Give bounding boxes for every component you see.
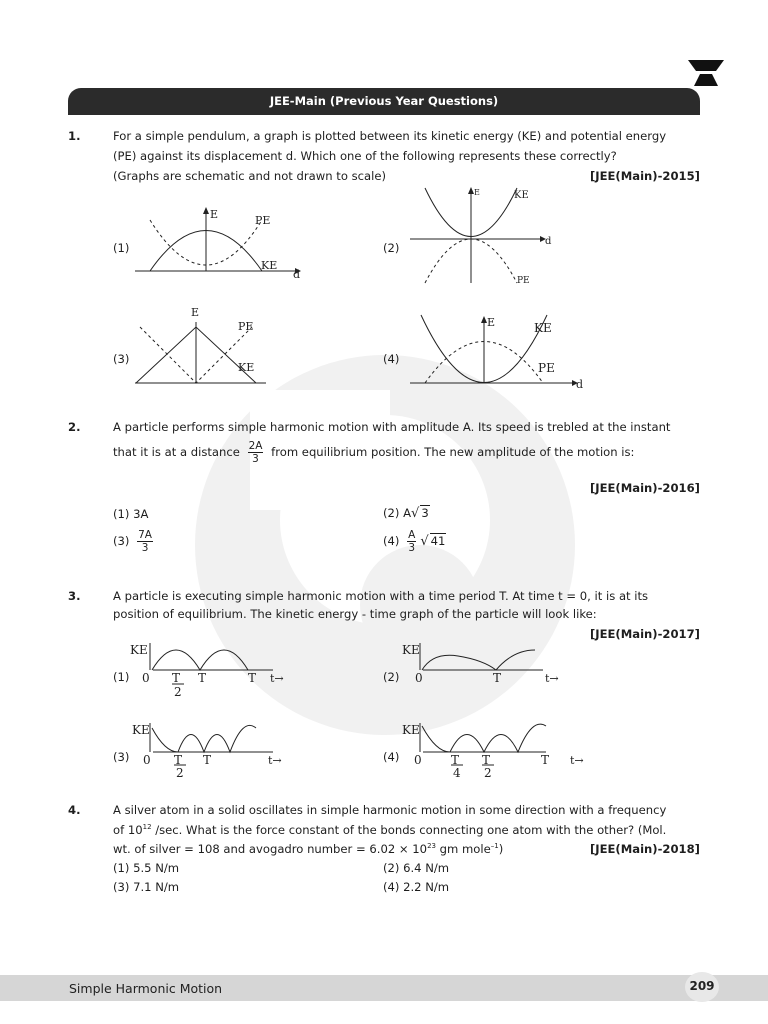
t-label: T <box>541 753 550 767</box>
t-label: T <box>203 753 212 767</box>
question-text: A silver atom in a solid oscillates in simple harmonic motion in some direction with a frequency <box>113 803 667 817</box>
page-number: 209 <box>685 972 719 1002</box>
ke-label: KE <box>514 190 529 201</box>
superscript: 12 <box>142 823 152 831</box>
t-half-numerator: T <box>172 671 181 685</box>
q3-graph-4 <box>398 720 593 767</box>
fraction-denominator: 3 <box>141 542 149 555</box>
axis-label-d: d <box>293 268 301 281</box>
origin-label: 0 <box>143 753 151 767</box>
t-quarter-numerator: T <box>451 753 460 767</box>
option-label: (3) <box>113 750 130 764</box>
section-banner: JEE-Main (Previous Year Questions) <box>68 88 700 115</box>
option <box>383 529 446 554</box>
option: (4) 2.2 N/m <box>383 880 450 894</box>
t-axis-label: t→ <box>270 672 284 685</box>
option-label: (3) <box>113 534 130 549</box>
question-text: A particle performs simple harmonic motion with amplitude A. Its speed is trebled at the instant <box>113 420 671 434</box>
text-segment: ) <box>498 842 504 856</box>
question-number: 4. <box>68 803 81 817</box>
axis-label-e: E <box>191 306 200 319</box>
fraction-numerator: 7A <box>138 529 152 541</box>
pe-label: PE <box>238 320 254 333</box>
t-half-numerator: T <box>482 753 491 767</box>
radicand: 3 <box>421 506 429 520</box>
option: (1) 5.5 N/m <box>113 861 180 875</box>
fraction <box>137 529 153 554</box>
t-label: T <box>493 671 502 685</box>
fraction-denominator: 3 <box>408 542 416 555</box>
option-label: (1) <box>113 241 130 255</box>
question-text: (Graphs are schematic and not drawn to scale) <box>113 169 387 183</box>
pe-label: PE <box>255 214 271 227</box>
q3-graph-1-fraction <box>170 683 190 699</box>
option-label: (4) <box>383 534 400 549</box>
q3-graph-4-fraction-quarter <box>449 764 469 780</box>
q1-graph-2 <box>405 183 565 288</box>
option-label: (2) <box>383 241 400 255</box>
question-number: 2. <box>68 420 81 434</box>
question-number: 1. <box>68 129 81 143</box>
ke-label: KE <box>534 321 552 335</box>
text-segment: wt. of silver = 108 and avogadro number = 6.02 × 10 <box>113 842 428 856</box>
q3-graph-2 <box>398 640 578 690</box>
footer-chapter-title: Simple Harmonic Motion <box>69 981 223 996</box>
t-label: T <box>248 671 257 685</box>
axis-label-ke: KE <box>402 643 420 657</box>
exam-tag: [JEE(Main)-2017] <box>589 627 700 641</box>
origin-label: 0 <box>415 671 423 685</box>
fraction-denominator: 3 <box>252 453 259 466</box>
option-label: (2) <box>383 670 400 684</box>
q3-graph-4-fraction-half <box>480 764 500 780</box>
radicand: 41 <box>430 534 446 549</box>
option-label: (1) <box>113 670 130 684</box>
exam-tag: [JEE(Main)-2015] <box>589 169 700 183</box>
text-segment: /sec. What is the force constant of the bonds connecting one atom with the other? (Mol. <box>151 823 667 837</box>
ke-label: KE <box>261 259 278 272</box>
axis-label-d: d <box>545 236 552 247</box>
option: (3) 7.1 N/m <box>113 880 180 894</box>
option-label: (3) <box>113 352 130 366</box>
t-half-denominator: 2 <box>484 766 492 780</box>
axis-label-e: E <box>474 188 480 197</box>
question-text: For a simple pendulum, a graph is plotted between its kinetic energy (KE) and potential energy <box>113 129 667 143</box>
t-quarter-denominator: 4 <box>453 766 461 780</box>
q1-graph-4 <box>405 310 590 395</box>
q1-graph-3 <box>130 302 300 388</box>
text-segment: that it is at a distance <box>113 445 240 460</box>
q3-graph-3 <box>128 720 308 767</box>
t-axis-label: t→ <box>545 672 559 685</box>
radical-sign: √ <box>411 506 420 521</box>
axis-label-d: d <box>576 378 584 391</box>
fraction <box>248 440 264 465</box>
origin-label: 0 <box>142 671 150 685</box>
option <box>113 529 157 554</box>
question-text <box>113 823 703 837</box>
fraction-numerator: 2A <box>248 440 263 452</box>
question-text: A particle is executing simple harmonic motion with a time period T. At time t = 0, it is at its <box>113 589 649 603</box>
q1-graph-1 <box>130 200 310 285</box>
exam-tag: [JEE(Main)-2018] <box>589 842 700 856</box>
t-half-denominator: 2 <box>174 685 182 699</box>
pe-label: PE <box>538 361 555 375</box>
t-label: T <box>198 671 207 685</box>
question-text: (PE) against its displacement d. Which one of the following represents these correctly? <box>113 149 617 163</box>
text-segment: gm mole <box>435 842 491 856</box>
option: (2) 6.4 N/m <box>383 861 450 875</box>
question-text <box>113 440 703 465</box>
axis-label-e: E <box>487 316 496 329</box>
origin-label: 0 <box>414 753 422 767</box>
text-segment: from equilibrium position. The new amplitude of the motion is: <box>271 445 635 460</box>
axis-label-ke: KE <box>132 723 150 737</box>
question-number: 3. <box>68 589 81 603</box>
q3-graph-1 <box>128 640 308 685</box>
option: (1) 3A <box>113 507 149 521</box>
ke-label: KE <box>238 361 255 374</box>
axis-label-ke: KE <box>402 723 420 737</box>
option <box>383 505 430 521</box>
radical-sign: √ <box>420 534 429 550</box>
option-label: (4) <box>383 750 400 764</box>
text-segment: of 10 <box>113 823 143 837</box>
exam-tag: [JEE(Main)-2016] <box>589 481 700 495</box>
fraction-numerator: A <box>408 529 416 541</box>
pe-label: PE <box>517 276 530 286</box>
page-footer <box>0 975 768 1001</box>
axis-label-e: E <box>210 208 219 221</box>
publisher-logo-icon <box>688 60 724 86</box>
superscript: 23 <box>427 842 436 850</box>
t-half-numerator: T <box>174 753 183 767</box>
option-text: (2) A <box>383 506 412 520</box>
fraction <box>407 529 416 554</box>
t-axis-label: t→ <box>268 754 282 767</box>
t-axis-label: t→ <box>570 754 584 767</box>
q3-graph-3-fraction <box>172 764 192 780</box>
superscript: –1 <box>490 842 499 850</box>
option-label: (4) <box>383 352 400 366</box>
axis-label-ke: KE <box>130 643 148 657</box>
t-half-denominator: 2 <box>176 766 184 780</box>
question-text: position of equilibrium. The kinetic energy - time graph of the particle will look like: <box>113 607 597 621</box>
